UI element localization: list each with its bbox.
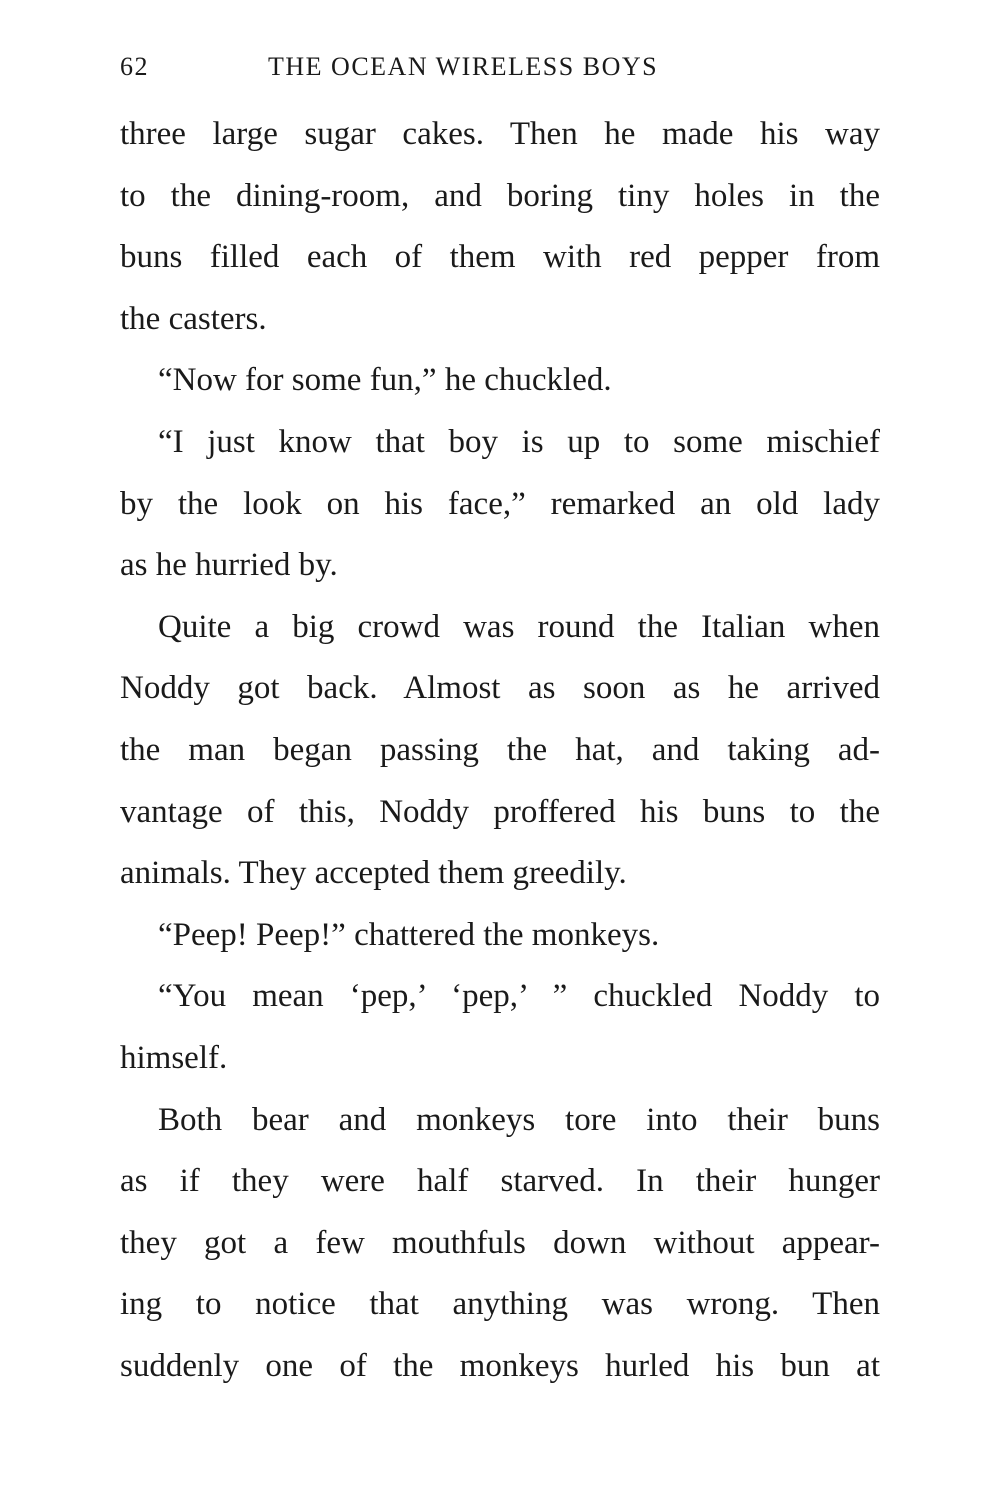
text-line: the casters. — [120, 300, 267, 337]
text-line: himself. — [120, 1039, 228, 1076]
text-line: “I just know that boy is up to some mischief — [158, 423, 880, 460]
text-line: as he hurried by. — [120, 547, 338, 584]
page-number: 62 — [120, 52, 149, 81]
text-line: Noddy got back. Almost as soon as he arrived — [120, 670, 880, 707]
text-line: as if they were half starved. In their hunger — [120, 1163, 880, 1200]
text-line: vantage of this, Noddy proffered his buns to the — [120, 793, 880, 830]
text-line: buns filled each of them with red pepper from — [120, 239, 880, 276]
text-line: suddenly one of the monkeys hurled his bun at — [120, 1347, 880, 1384]
body-text — [120, 104, 880, 1397]
text-line: by the look on his face,” remarked an old lady — [120, 485, 880, 522]
running-head — [120, 52, 880, 86]
text-line: “You mean ‘pep,’ ‘pep,’ ” chuckled Noddy to — [158, 978, 880, 1015]
text-line: they got a few mouthfuls down without appear- — [120, 1224, 880, 1261]
text-line: to the dining-room, and boring tiny holes in the — [120, 177, 880, 214]
text-line: Both bear and monkeys tore into their buns — [158, 1101, 880, 1138]
running-title: THE OCEAN WIRELESS BOYS — [268, 52, 659, 81]
text-line: the man began passing the hat, and taking ad- — [120, 731, 880, 768]
text-line: three large sugar cakes. Then he made his way — [120, 116, 880, 152]
text-line: ing to notice that anything was wrong. Then — [120, 1286, 880, 1323]
text-line: “Peep! Peep!” chattered the monkeys. — [158, 916, 660, 953]
text-line: Quite a big crowd was round the Italian when — [158, 608, 880, 645]
text-line: animals. They accepted them greedily. — [120, 855, 627, 892]
text-line: “Now for some fun,” he chuckled. — [158, 362, 612, 399]
